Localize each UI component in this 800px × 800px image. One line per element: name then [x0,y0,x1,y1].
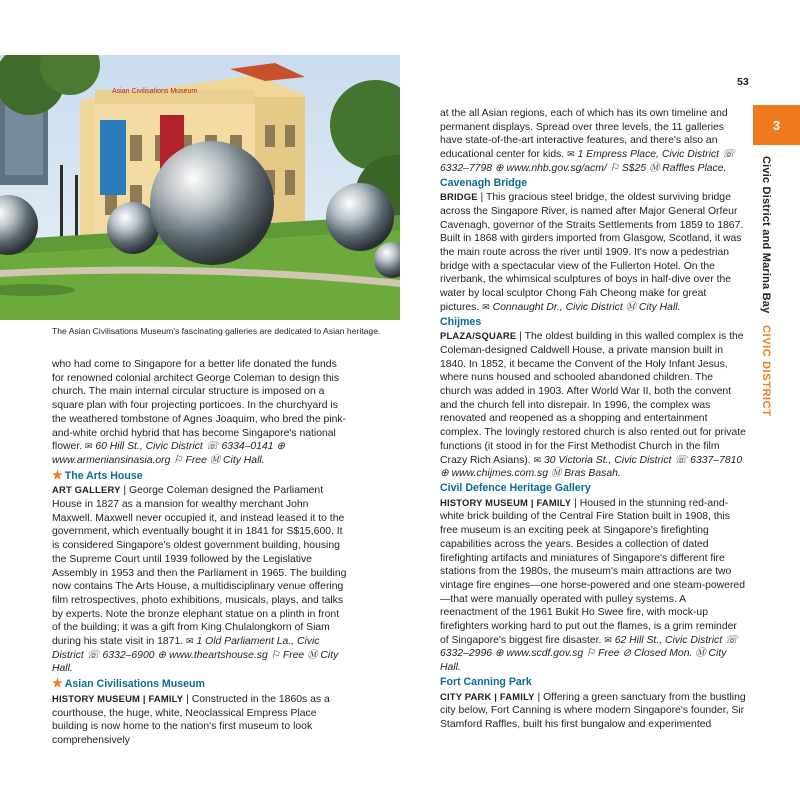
entry-cavenagh-bridge: Cavenagh Bridge BRIDGE | This gracious steel bridge, the oldest surviving bridge across the Singapore River, is named after Major General Orfeur Cavenagh, governor of the Straits Settlements from 1859 to 1867. Built in 1868 with girders imported from Glasgow, Scotland, it was the main route across the river until 1909. It's now a pedestrian bridge with a spectacular view of the Fullerton Hotel. On the riverbank, the whimsical sculptures of boys in half-dive over the water by local sculptor Chong Fah Cheong make for great pictures. ✉ Connaught Dr., Civic District Ⓜ City Hall. [440,176,744,313]
chapter-title: Civic District and Marina Bay [760,156,772,314]
acm-cont-body: at the all Asian regions, each of which has its own timeline and permanent displays. Spread over three levels, the 11 galleries have state-of-the-art interactive features, and there's also an educational center for kids. [440,108,728,161]
address-icon: ✉ [84,441,93,452]
entry-chijmes: Chijmes PLAZA/SQUARE | The oldest building in this walled complex is the Coleman-designed Caldwell House, a private mansion built in 1840. In 1852, it became the Convent of the Holy Infant Jesus, where nuns housed and schooled abandoned children. The church was added in 1903. After World War II, both the convent and the church fell into disrepair. In 1996, the complex was renovated and reopened as a shopping and entertainment complex. The lovingly restored church is also rented out for private functions (it stood in for the First Methodist Church in the film Crazy Rich Asians). ✉ 30 Victoria St., Civic District ☏ 6337–7810 ⊕ www.chijmes.com.sg Ⓜ Bras Basah. [440,315,746,480]
address-icon: ✉ [604,634,612,645]
address-icon: ✉ [482,301,490,312]
entry-category: BRIDGE [440,191,478,203]
star-icon: ★ [52,676,63,691]
church-body: who had come to Singapore for a better life donated the funds for renowned colonial architect George Coleman to design this church. The main internal circular structure is imposed on a square plan with four projecting porticoes. In the churchyard is the weathered tombstone of Agnes Joaquim, who bred the pink-and-white orchid hybrid that has become Singapore's national flower. [52,359,347,453]
acm-title-text: Asian Civilisations Museum [64,678,205,691]
address-icon: ✉ [186,636,194,647]
star-icon: ★ [52,467,63,482]
entry-info-text: 1 Old Parliament La., Civic District ☏ 6332–6900 ⊕ www.theartshouse.sg ⚐ Free Ⓜ City Hall. [52,636,339,675]
entry-info-text: 62 Hill St., Civic District ☏ 6332–2996 ⊕ www.scdf.gov.sg ⚐ Free ⊘ Closed Mon. Ⓜ City Hall. [440,634,738,674]
arts-house-title-text: The Arts House [64,469,143,482]
entry-title-cavenagh: Cavenagh Bridge [440,176,528,189]
museum-photo [0,55,400,320]
entry-body: Housed in the stunning red-and-white brick building of the Central Fire Station built in 1908, this free museum is an exciting peek at Singapore's firefighting capabilities across the years. Besides a collection of dated firefighting artifacts and miniatures of Singapore's different fire stations from the 1980s, the museum's main attractions are two vintage fire engines—one horse-powered and one steam-powered—that were manually operated with pulley systems. A reenactment of the 1961 Bukit Ho Swee fire, with mock-up firefighters working hard to put out the flames, is a grim reminder of Singapore's biggest fire disaster. [440,497,745,646]
acm-continuation [440,107,746,176]
acm-info-text: 1 Empress Place, Civic District ☏ 6332–7798 ⊕ www.nhb.gov.sg/acm/ ⚐ S$25 Ⓜ Raffles Place. [440,149,735,174]
entry-title-civil-defence: Civil Defence Heritage Gallery [440,481,591,494]
entry-category: HISTORY MUSEUM | FAMILY [440,496,572,508]
entry-info-text: 30 Victoria St., Civic District ☏ 6337–7810 ⊕ www.chijmes.com.sg Ⓜ Bras Basah. [440,454,743,480]
entry-category: CITY PARK | FAMILY [440,690,535,702]
entry-title-fort-canning: Fort Canning Park [440,675,532,688]
entry-body: The oldest building in this walled complex is the Coleman-designed Caldwell House, a private mansion built in 1840. In 1852, it became the Convent of the Holy Infant Jesus, where nuns housed and schooled abandoned children. The church was added in 1903. After World War II, both the convent and the church fell into disrepair. In 1996, the complex was renovated and reopened as a shopping and entertainment complex. The lovingly restored church is also rented out for private functions (it stood in for the First Methodist Church in the film Crazy Rich Asians). [440,331,746,466]
entry-title-chijmes: Chijmes [440,315,482,328]
page-number: 53 [737,76,749,88]
section-title: CIVIC DISTRICT [760,324,772,417]
entry-civil-defence-gallery: Civil Defence Heritage Gallery HISTORY MUSEUM | FAMILY | Housed in the stunning red-and-white brick building of the Central Fire Station built in 1908, this free museum is an exciting peek at Singapore's firefighting capabilities across the years. Besides a collection of dated firefighting artifacts and miniatures of Singapore's different fire stations from the 1980s, the museum's main attractions are two vintage fire engines—one horse-powered and one steam-powered—that were manually operated with pulley systems. A reenactment of the 1961 Bukit Ho Swee fire, with mock-up firefighters working hard to put out the flames, is a grim reminder of Singapore's biggest fire disaster. ✉ 62 Hill St., Civic District ☏ 6332–2996 ⊕ www.scdf.gov.sg ⚐ Free ⊘ Closed Mon. Ⓜ City Hall. [440,481,745,674]
entry-fort-canning-park: Fort Canning Park CITY PARK | FAMILY | Offering a green sanctuary from the bustling city below, Fort Canning is where modern Singapore's founder, Sir Stamford Raffles, built his first bungalow and experimented [440,675,746,730]
entry-asian-civilisations-museum: ★ Asian Civilisations Museum HISTORY MUSEUM | FAMILY | Constructed in the 1860s as a courthouse, the huge, white, Neoclassical Empress Place building is now home to the nation's first museum to look comprehensively [52,676,330,746]
entry-arts-house: ★ The Arts House ART GALLERY | George Coleman designed the Parliament House in 1827 as a mansion for wealthy merchant John Maxwell. Maxwell never occupied it, and instead leased it to the government, which eventually bought it in 1841 for S$15,600. It is considered Singapore's oldest government building, housing the Supreme Court until 1939 followed by the Legislative Assembly in 1953 and then the Parliament in 1965. The building now contains The Arts House, a multidisciplinary venue offering film retrospectives, photo exhibitions, musicals, plays, and talks by experts. Note the bronze elephant statue on a plinth in front of the building; it was a gift from King Chulalongkorn of Siam during his state visit in 1871. ✉ 1 Old Parliament La., Civic District ☏ 6332–6900 ⊕ www.theartshouse.sg ⚐ Free Ⓜ City Hall. [52,467,347,675]
right-column [440,107,746,732]
museum-sign-text: Asian Civilisations Museum [112,88,198,95]
entry-body: George Coleman designed the Parliament House in 1827 as a mansion for wealthy merchant John Maxwell. Maxwell never occupied it, and instead leased it to the government, which eventually bought it in 1841 for S$15,600. It is considered Singapore's oldest government building, housing the Supreme Court until 1939 followed by the Legislative Assembly in 1953 and then the Parliament in 1965. The building now contains The Arts House, a multidisciplinary venue offering film retrospectives, photo exhibitions, musicals, plays, and talks by experts. Note the bronze elephant statue on a plinth in front of the building; it was a gift from King Chulalongkorn of Siam during his state visit in 1871. [52,485,347,648]
entry-body: Constructed in the 1860s as a courthouse, the huge, white, Neoclassical Empress Place building is now home to the nation's first museum to look comprehensively [52,693,330,746]
entry-body: Offering a green sanctuary from the bustling city below, Fort Canning is where modern Singapore's founder, Sir Stamford Raffles, built his first bungalow and experimented [440,691,746,730]
church-info-text: 60 Hill St., Civic District ☏ 6334–0141 ⊕ www.armeniansinasia.org ⚐ Free Ⓜ City Hall. [52,441,286,466]
entry-body: This gracious steel bridge, the oldest surviving bridge across the Singapore River, is named after Major General Orfeur Cavenagh, governor of the Straits Settlements from 1859 to 1867. Built in 1868 with girders imported from Glasgow, Scotland, it was the main route across the river until 1909. It's now a pedestrian bridge with a spectacular view of the Fullerton Hotel. On the riverbank, the whimsical sculptures of boys in half-dive over the water by local sculptor Chong Fah Cheong make for great pictures. [440,192,744,313]
church-info [52,441,285,466]
entry-info-text: Connaught Dr., Civic District Ⓜ City Hall. [492,301,681,313]
entry-title-arts-house [52,467,143,482]
entry-category: HISTORY MUSEUM | FAMILY [52,692,184,704]
running-header [760,156,772,416]
church-paragraph [52,358,348,468]
entry-category: ART GALLERY [52,484,121,496]
museum-illustration [0,55,400,320]
address-icon: ✉ [533,454,542,465]
chapter-tab: 3 [753,105,800,145]
entry-title-acm [52,678,205,690]
entry-category: PLAZA/SQUARE [440,330,517,342]
left-column [52,358,348,748]
address-icon: ✉ [567,149,575,160]
entry-info [482,302,680,313]
photo-caption: The Asian Civilisations Museum's fascinating galleries are dedicated to Asian heritage. [52,326,381,336]
